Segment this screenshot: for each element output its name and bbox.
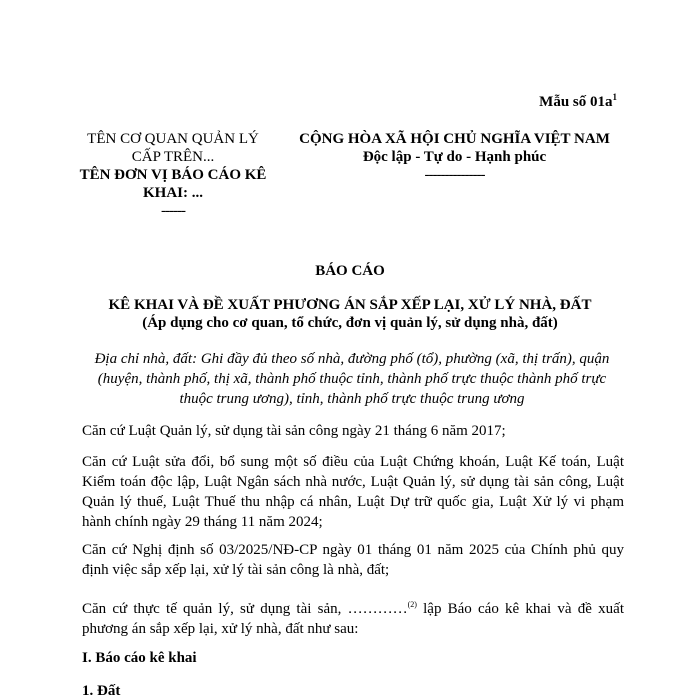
address-instruction: Địa chỉ nhà, đất: Ghi đầy đủ theo số nhà, đường phố (tổ), phường (xã, thị trấn), quận (huyện, thành phố, thị xã, thành phố thuộc tỉnh, thành phố trực thuộc thành phố trực thuộc trung ương), tỉnh, thành phố trực thuộc trung ương (94, 351, 610, 407)
form-number-footnote-mark: 1 (612, 92, 617, 102)
report-subtitle-block (72, 296, 628, 332)
issuing-agency-block (72, 130, 274, 220)
right-divider: --------------- (424, 167, 485, 183)
national-header-block (282, 130, 627, 184)
parent-agency-line-1: TÊN CƠ QUAN QUẢN LÝ (87, 131, 259, 147)
parent-agency-line-2: CẤP TRÊN... (131, 149, 215, 165)
legal-basis-paragraph-2: Căn cứ Luật sửa đổi, bổ sung một số điều của Luật Chứng khoán, Luật Kế toán, Luật Kiểm toán độc lập, Luật Ngân sách nhà nước, Luật Quản lý, sử dụng tài sản công, Luật Quản lý thuế, Luật Thuế thu nhập cá nhân, Luật Dự trữ quốc gia, Luật Xử lý vi phạm hành chính ngày 29 tháng 11 năm 2024; (82, 454, 624, 530)
report-title: BÁO CÁO (315, 263, 385, 279)
practice-basis-text-start: Căn cứ thực tế quản lý, sử dụng tài sản, ………… (82, 601, 408, 617)
nation-name: CỘNG HÒA XÃ HỘI CHỦ NGHĨA VIỆT NAM (299, 131, 610, 147)
legal-basis-paragraph-1: Căn cứ Luật Quản lý, sử dụng tài sản công ngày 21 tháng 6 năm 2017; (82, 423, 506, 439)
report-subtitle: KÊ KHAI VÀ ĐỀ XUẤT PHƯƠNG ÁN SẮP XẾP LẠI, XỬ LÝ NHÀ, ĐẤT (108, 297, 592, 313)
practice-basis-text-end: lập Báo cáo kê khai và đề xuất phương án sắp xếp lại, xử lý nhà, đất như sau: (82, 601, 624, 637)
reporting-unit-line-2: KHAI: ... (143, 185, 203, 201)
report-scope: (Áp dụng cho cơ quan, tổ chức, đơn vị quản lý, sử dụng nhà, đất) (142, 315, 558, 331)
national-motto: Độc lập - Tự do - Hạnh phúc (362, 149, 547, 165)
left-divider: ------ (161, 203, 185, 219)
reporting-unit-line-1: TÊN ĐƠN VỊ BÁO CÁO KÊ (79, 167, 267, 183)
legal-basis-paragraph-3: Căn cứ Nghị định số 03/2025/NĐ-CP ngày 01 tháng 01 năm 2025 của Chính phủ quy định việc sắp xếp lại, xử lý tài sản công là nhà, đất; (82, 542, 624, 578)
form-number (539, 92, 617, 111)
form-number-label: Mẫu số 01a (539, 94, 613, 110)
practice-basis-paragraph (82, 595, 624, 639)
section-heading-declaration: I. Báo cáo kê khai (82, 650, 197, 666)
practice-footnote-mark: (2) (407, 600, 417, 609)
subsection-heading-land: 1. Đất (82, 683, 121, 699)
